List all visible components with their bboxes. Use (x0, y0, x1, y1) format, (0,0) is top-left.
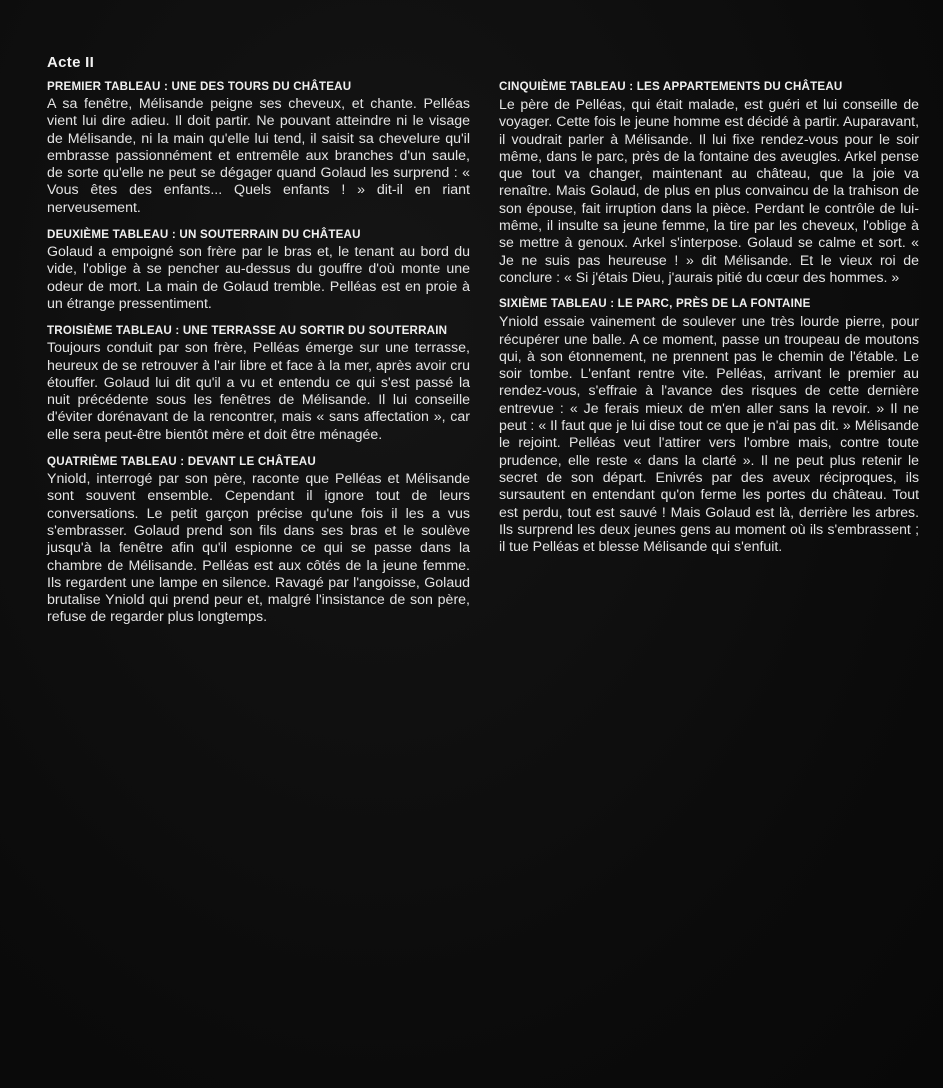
section-heading: CINQUIÈME TABLEAU : LES APPARTEMENTS DU CHÂTEAU (499, 80, 843, 93)
right-column (499, 80, 919, 566)
section-tableau-2 (47, 228, 470, 313)
section-heading: PREMIER TABLEAU : UNE DES TOURS DU CHÂTEAU (47, 80, 352, 93)
section-tableau-5 (499, 80, 919, 286)
section-heading: SIXIÈME TABLEAU : LE PARC, PRÈS DE LA FONTAINE (499, 297, 811, 311)
section-tableau-4 (47, 455, 470, 627)
section-heading: QUATRIÈME TABLEAU : DEVANT LE CHÂTEAU (47, 455, 316, 469)
left-column (47, 80, 470, 638)
section-tableau-1 (47, 80, 470, 217)
section-tableau-6 (499, 297, 919, 555)
section-body: Yniold essaie vainement de soulever une très lourde pierre, pour récupérer une balle. A ce moment, passe un troupeau de moutons qui, à son étonnement, ne prennent pas le chemin de l'étable. Le soir tombe. L'enfant rentre vite. Pelléas, arrivant le premier au rendez-vous, s'effraie à l'avance des risques de cette dernière entrevue : « Je ferais mieux de m'en aller sans la revoir. » Il ne peut : « Il faut que je lui dise tout ce que je n'ai pas dit. » Mélisande le rejoint. Pelléas veut l'attirer vers l'ombre mais, contre toute prudence, elle reste « dans la clarté ». Il ne peut plus retenir le secret de son départ. Enivrés par des aveux réciproques, ils sursautent en entendant qu'on ferme les portes du château. Tout est perdu, tout est sauvé ! Mais Golaud est là, derrière les arbres. Ils surprend les deux jeunes gens au moment où ils s'embrassent ; il tue Pelléas et blesse Mélisande qui s'enfuit. (499, 313, 919, 555)
section-heading: DEUXIÈME TABLEAU : UN SOUTERRAIN DU CHÂTEAU (47, 228, 361, 242)
section-tableau-3 (47, 324, 470, 444)
section-heading: TROISIÈME TABLEAU : UNE TERRASSE AU SORTIR DU SOUTERRAIN (47, 324, 448, 338)
section-body: Le père de Pelléas, qui était malade, est guéri et lui conseille de voyager. Cette fois le jeune homme est décidé à partir. Auparavant, il voudrait parler à Mélisande. Il lui fixe rendez-vous pour le soir même, dans le parc, près de la fontaine des aveugles. Arkel pense que tout va changer, maintenant au château, que la joie va renaître. Mais Golaud, de plus en plus convaincu de la trahison de son épouse, fait irruption dans la pièce. Perdant le contrôle de lui-même, il insulte sa jeune femme, la tire par les cheveux, l'oblige à se mettre à genoux. Arkel s'interpose. Golaud se calme et sort. « Je ne suis pas heureuse ! » dit Mélisande. Et le vieux roi de conclure : « Si j'étais Dieu, j'aurais pitié du cœur des hommes. » (499, 96, 919, 285)
section-body: Golaud a empoigné son frère par le bras et, le tenant au bord du vide, l'oblige à se pencher au-dessus du gouffre d'où monte une odeur de mort. La main de Golaud tremble. Pelléas est en proie à un étrange pressentiment. (47, 244, 470, 312)
section-body: Toujours conduit par son frère, Pelléas émerge sur une terrasse, heureux de se retrouver à l'air libre et face à la mer, après avoir cru étouffer. Golaud lui dit qu'il a vu et entendu ce qui s'est passé la nuit précédente sous les fenêtres de Mélisande. Il lui conseille d'éviter dorénavant de la rencontrer, mais « sans affectation », car elle sera peut-être bientôt mère et doit être ménagée. (47, 340, 470, 443)
act-title: Acte II (47, 54, 95, 71)
section-body: Yniold, interrogé par son père, raconte que Pelléas et Mélisande sont souvent ensemble. Cependant il ignore tout de leurs conversations. Le petit garçon précise qu'une fois il les a vus s'embrasser. Golaud prend son fils dans ses bras et le soulève jusqu'à la fenêtre afin qu'il espionne ce qui se passe dans la chambre de Mélisande. Pelléas est aux côtés de la jeune femme. Ils regardent une lampe en silence. Ravagé par l'angoisse, Golaud brutalise Yniold qui prend peur et, malgré l'insistance de son père, refuse de regarder plus longtemps. (47, 471, 470, 626)
section-body: A sa fenêtre, Mélisande peigne ses cheveux, et chante. Pelléas vient lui dire adieu. Il doit partir. Ne pouvant atteindre ni le visage de Mélisande, ni la main qu'elle lui tend, il saisit sa chevelure qu'il embrasse passionnément et entremêle aux branches d'un saule, de sorte qu'elle ne peut se dégager quand Golaud les surprend : « Vous êtes des enfants... Quels enfants ! » dit-il en riant nerveusement. (47, 96, 470, 216)
